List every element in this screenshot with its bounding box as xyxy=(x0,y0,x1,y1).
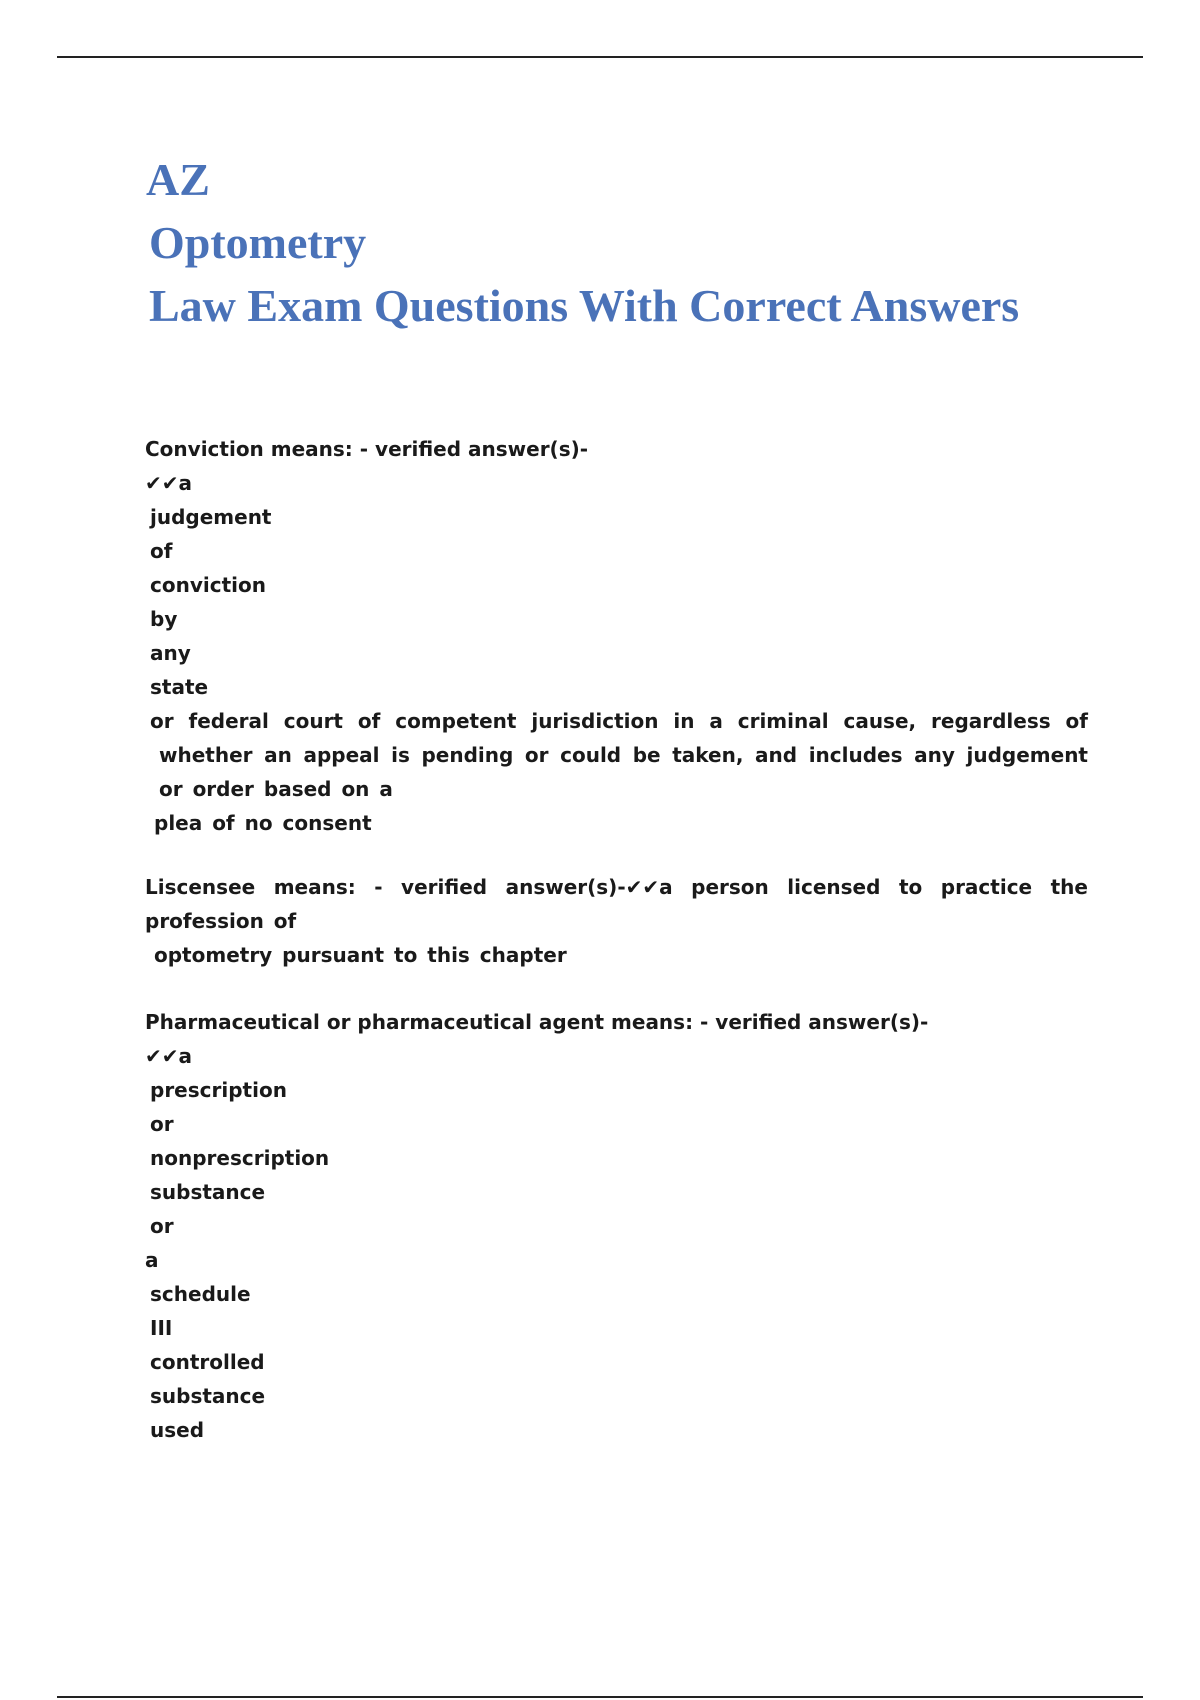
answer-word: or xyxy=(150,1214,174,1238)
title-line-description: Law Exam Questions With Correct Answers xyxy=(149,280,1020,331)
answer-check-marks: ✔✔a xyxy=(145,471,193,495)
title-line-subject: Optometry xyxy=(149,217,367,268)
answer-word: controlled xyxy=(150,1350,265,1374)
answer-word: judgement xyxy=(150,505,272,529)
answer-word: used xyxy=(150,1418,205,1442)
question-term: Pharmaceutical or pharmaceutical agent means: - verified answer(s)- xyxy=(145,1010,929,1034)
answer-word: schedule xyxy=(150,1282,251,1306)
answer-word: prescription xyxy=(150,1078,287,1102)
answer-word: any xyxy=(150,641,191,665)
answer-word: of xyxy=(150,539,173,563)
qa-item-licensee xyxy=(145,870,1088,972)
answer-paragraph: or federal court of competent jurisdiction in a criminal cause, regardless of whether an appeal is pending or could be taken, and includes any judgement or order based on a xyxy=(150,709,1088,801)
qa-item-pharmaceutical xyxy=(145,1005,1088,1447)
answer-word: nonprescription xyxy=(150,1146,330,1170)
answer-word: or xyxy=(150,1112,174,1136)
document-title xyxy=(146,148,1146,337)
answer-last-line: plea of no consent xyxy=(154,811,372,835)
question-answer-text: Liscensee means: - verified answer(s)-✔✔a person licensed to practice the profession of xyxy=(145,875,1088,933)
answer-last-line: optometry pursuant to this chapter xyxy=(154,943,567,967)
footer-rule xyxy=(57,1696,1143,1698)
question-term: Conviction means: - verified answer(s)- xyxy=(145,437,589,461)
answer-word: a xyxy=(145,1248,159,1272)
header-rule xyxy=(57,56,1143,58)
qa-item-conviction xyxy=(145,432,1088,840)
answer-word: substance xyxy=(150,1384,266,1408)
answer-word: state xyxy=(150,675,209,699)
answer-word: by xyxy=(150,607,178,631)
answer-word: III xyxy=(150,1316,173,1340)
answer-check-marks: ✔✔a xyxy=(145,1044,193,1068)
answer-word: conviction xyxy=(150,573,266,597)
answer-word: substance xyxy=(150,1180,266,1204)
title-line-state: AZ xyxy=(146,154,210,205)
